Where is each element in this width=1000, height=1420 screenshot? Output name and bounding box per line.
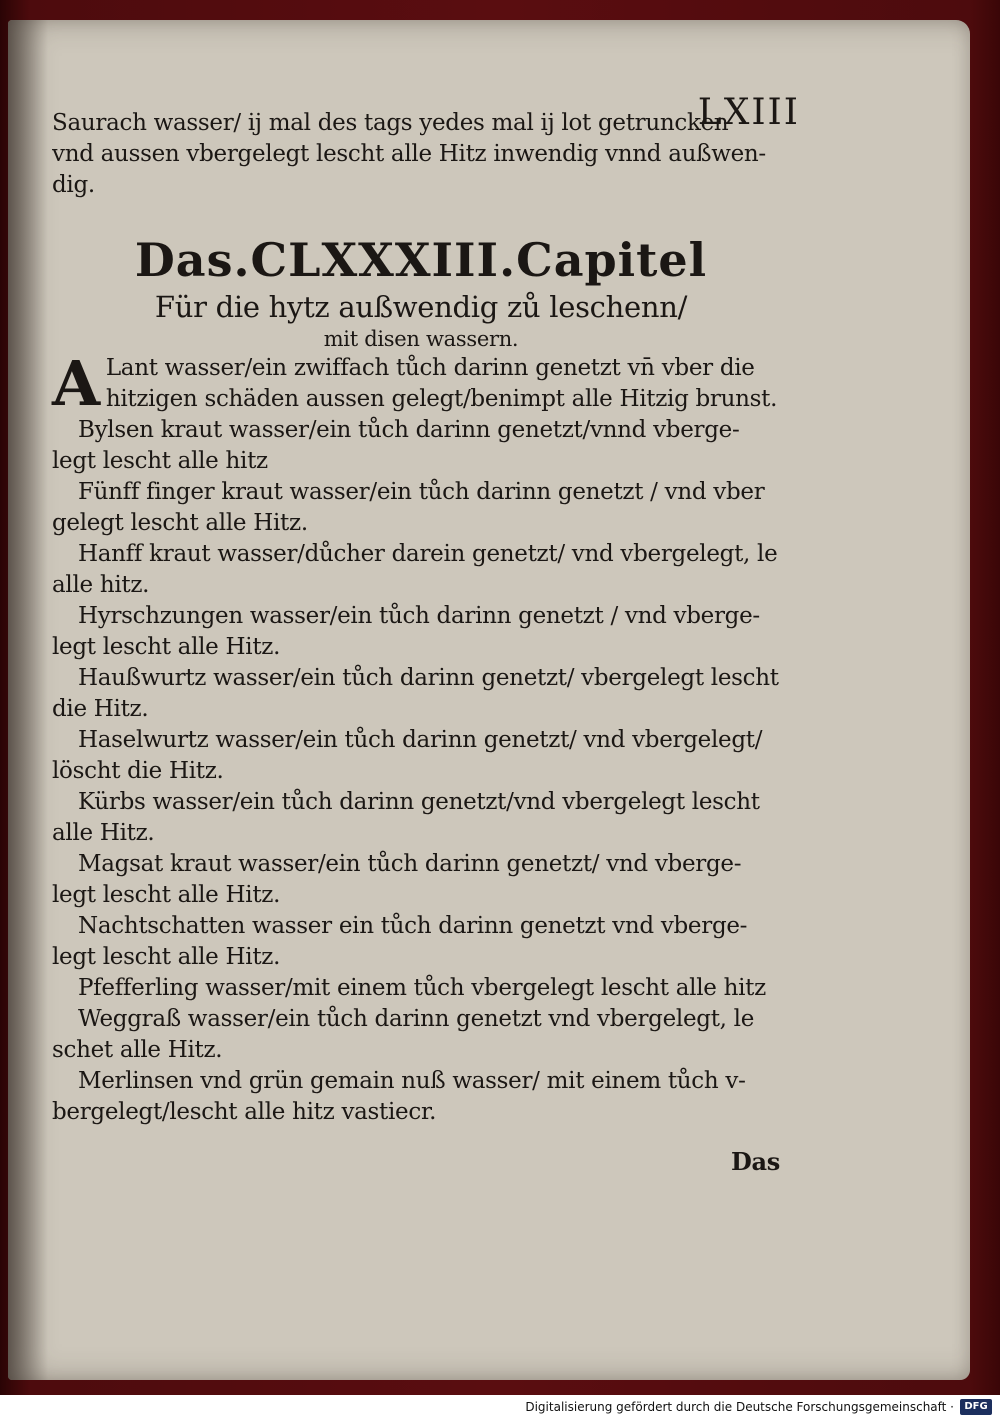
folio-number: LXIII <box>697 92 800 133</box>
entry-line: gelegt lescht alle Hitz. <box>52 510 308 536</box>
entry-line: legt lescht alle Hitz. <box>52 944 281 970</box>
entry-line: Merlinsen vnd grün gemain nuß wasser/ mit einem tůch v- <box>78 1068 746 1094</box>
entry-line: alle hitz. <box>52 572 150 598</box>
entry-pfefferling <box>52 973 790 1004</box>
first-entry <box>52 347 790 420</box>
chapter-title: Das.CLXXXIII.Capitel <box>134 233 708 287</box>
entry-line: Hanff kraut wasser/důcher darein genetzt/ vnd vbergelegt, le <box>78 541 778 567</box>
entry-haselwurtz <box>52 725 790 787</box>
entry-line: Magsat kraut wasser/ein tůch darinn genetzt/ vnd vberge- <box>78 851 742 877</box>
entry-line: hitzigen schäden aussen gelegt/benimpt alle Hitzig brunst. <box>105 386 778 412</box>
entry-line: Weggraß wasser/ein tůch darinn genetzt vnd vbergelegt, le <box>78 1006 755 1032</box>
entry-line: Kürbs wasser/ein tůch darinn genetzt/vnd vbergelegt lescht <box>78 789 760 815</box>
entry-line: löscht die Hitz. <box>52 758 224 784</box>
entry-line: Nachtschatten wasser ein tůch darinn genetzt vnd vberge- <box>78 913 748 939</box>
intro-line: vnd aussen vbergelegt lescht alle Hitz inwendig vnnd außwen- <box>52 141 766 167</box>
funding-credit: Digitalisierung gefördert durch die Deutsche Forschungsgemeinschaft · <box>525 1400 954 1414</box>
entry-weggrass <box>52 1004 790 1066</box>
entry-line: alle Hitz. <box>52 820 155 846</box>
dfg-logo: DFG <box>960 1399 992 1415</box>
entry-hausswurtz <box>52 663 790 725</box>
entry-line: legt lescht alle Hitz. <box>52 634 281 660</box>
entry-line: Lant wasser/ein zwiffach tůch darinn genetzt vn̄ vber die <box>105 355 755 381</box>
entry-line: legt lescht alle hitz <box>52 448 268 474</box>
entry-fuenff-finger <box>52 477 790 539</box>
entry-line: Haselwurtz wasser/ein tůch darinn genetzt/ vnd vbergelegt/ <box>78 727 763 753</box>
chapter-subtitle-2: mit disen wassern. <box>323 327 519 351</box>
intro-line: Saurach wasser/ ij mal des tags yedes mal ij lot getruncken <box>52 110 729 136</box>
entry-line: bergelegt/lescht alle hitz vastiecr. <box>52 1099 437 1125</box>
entry-line: Hyrschzungen wasser/ein tůch darinn genetzt / vnd vberge- <box>78 603 760 629</box>
chapter-subtitle: Für die hytz außwendig zů leschenn/ <box>154 290 688 324</box>
footer-bar <box>0 1395 1000 1420</box>
entry-line: Bylsen kraut wasser/ein tůch darinn genetzt/vnnd vberge- <box>78 417 740 443</box>
entry-merlinsen <box>52 1066 790 1128</box>
entry-line: Fünff finger kraut wasser/ein tůch darinn genetzt / vnd vber <box>78 479 765 505</box>
entry-line: die Hitz. <box>52 696 149 722</box>
initial-letter: A <box>52 347 100 420</box>
entry-hyrschzungen <box>52 601 790 663</box>
entry-line: schet alle Hitz. <box>52 1037 223 1063</box>
entry-kuerbs <box>52 787 790 849</box>
entry-line: legt lescht alle Hitz. <box>52 882 281 908</box>
catchword: Das <box>731 1147 780 1176</box>
entry-nachtschatten <box>52 911 790 973</box>
entry-line: Haußwurtz wasser/ein tůch darinn genetzt/ vbergelegt lescht <box>78 665 779 691</box>
entry-line: Pfefferling wasser/mit einem tůch vbergelegt lescht alle hitz <box>78 975 766 1001</box>
page-text <box>52 108 790 1177</box>
entry-magsat <box>52 849 790 911</box>
entry-bylsen <box>52 415 790 477</box>
entry-hanff <box>52 539 790 601</box>
intro-line: dig. <box>52 172 95 198</box>
